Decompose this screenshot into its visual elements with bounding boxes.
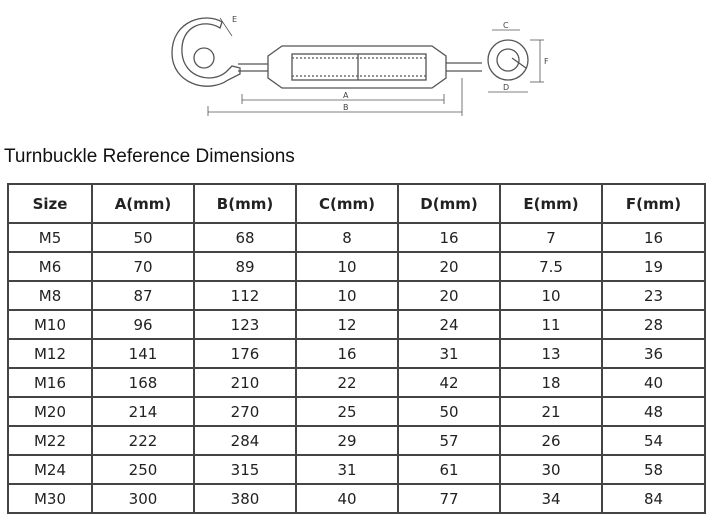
table-row (8, 252, 705, 281)
table-cell: 315 (194, 455, 296, 484)
table-header-row (8, 184, 705, 223)
table-row (8, 281, 705, 310)
label-e: E (232, 15, 238, 24)
table-cell: 21 (500, 397, 602, 426)
table-cell: 300 (92, 484, 194, 513)
header-e: E(mm) (500, 184, 602, 223)
table-cell: M6 (8, 252, 92, 281)
table-row (8, 368, 705, 397)
table-cell: M8 (8, 281, 92, 310)
header-f: F(mm) (602, 184, 705, 223)
table-cell: 222 (92, 426, 194, 455)
table-cell: 380 (194, 484, 296, 513)
table-cell: 30 (500, 455, 602, 484)
table-cell: 50 (398, 397, 500, 426)
table-cell: 7.5 (500, 252, 602, 281)
table-cell: 61 (398, 455, 500, 484)
table-cell: M16 (8, 368, 92, 397)
table-cell: 87 (92, 281, 194, 310)
header-a: A(mm) (92, 184, 194, 223)
label-d: D (503, 83, 510, 92)
table-cell: 68 (194, 223, 296, 252)
table-cell: 70 (92, 252, 194, 281)
table-cell: M12 (8, 339, 92, 368)
header-size: Size (8, 184, 92, 223)
table-cell: 16 (398, 223, 500, 252)
table-cell: 8 (296, 223, 398, 252)
eye-shape (488, 40, 528, 80)
table-cell: 13 (500, 339, 602, 368)
turnbuckle-diagram (160, 8, 560, 120)
table-cell: 25 (296, 397, 398, 426)
table-cell: 123 (194, 310, 296, 339)
table-cell: 24 (398, 310, 500, 339)
table-cell: 50 (92, 223, 194, 252)
table-cell: 141 (92, 339, 194, 368)
table-cell: 54 (602, 426, 705, 455)
table-cell: 29 (296, 426, 398, 455)
label-b: B (343, 103, 349, 112)
table-cell: M20 (8, 397, 92, 426)
table-cell: 31 (398, 339, 500, 368)
table-cell: 16 (296, 339, 398, 368)
table-row (8, 455, 705, 484)
table-cell: 77 (398, 484, 500, 513)
table-cell: 270 (194, 397, 296, 426)
table-cell: 7 (500, 223, 602, 252)
page-title: Turnbuckle Reference Dimensions (4, 146, 295, 167)
table-cell: 12 (296, 310, 398, 339)
table-cell: 40 (296, 484, 398, 513)
table-row (8, 397, 705, 426)
table-cell: 26 (500, 426, 602, 455)
label-f: F (544, 57, 549, 66)
table-cell: M24 (8, 455, 92, 484)
table-cell: 176 (194, 339, 296, 368)
table-cell: 18 (500, 368, 602, 397)
dimensions-table (7, 183, 706, 514)
table-cell: 22 (296, 368, 398, 397)
table-row (8, 484, 705, 513)
table-cell: 57 (398, 426, 500, 455)
table-cell: 10 (296, 252, 398, 281)
table-cell: 40 (602, 368, 705, 397)
table-cell: M10 (8, 310, 92, 339)
table-cell: 112 (194, 281, 296, 310)
table-cell: 84 (602, 484, 705, 513)
label-c: C (503, 21, 509, 30)
table-cell: 23 (602, 281, 705, 310)
table-cell: 250 (92, 455, 194, 484)
table-cell: 89 (194, 252, 296, 281)
table-cell: 10 (500, 281, 602, 310)
body-shape (268, 46, 446, 88)
table-cell: 20 (398, 281, 500, 310)
table-cell: 31 (296, 455, 398, 484)
table-cell: 96 (92, 310, 194, 339)
table-cell: 19 (602, 252, 705, 281)
table-cell: 214 (92, 397, 194, 426)
table-cell: 34 (500, 484, 602, 513)
table-row (8, 339, 705, 368)
table-cell: 58 (602, 455, 705, 484)
table-row (8, 310, 705, 339)
table-cell: 20 (398, 252, 500, 281)
header-c: C(mm) (296, 184, 398, 223)
table-cell: 28 (602, 310, 705, 339)
table-cell: M30 (8, 484, 92, 513)
table-cell: 42 (398, 368, 500, 397)
table-row (8, 426, 705, 455)
table-cell: 16 (602, 223, 705, 252)
table-cell: 48 (602, 397, 705, 426)
table-cell: 11 (500, 310, 602, 339)
header-d: D(mm) (398, 184, 500, 223)
table-cell: 36 (602, 339, 705, 368)
table-cell: 284 (194, 426, 296, 455)
hook-shape (172, 18, 240, 86)
table-cell: 210 (194, 368, 296, 397)
table-cell: M5 (8, 223, 92, 252)
table-row (8, 223, 705, 252)
table-cell: 10 (296, 281, 398, 310)
header-b: B(mm) (194, 184, 296, 223)
table-cell: 168 (92, 368, 194, 397)
table-cell: M22 (8, 426, 92, 455)
label-a: A (343, 91, 349, 100)
